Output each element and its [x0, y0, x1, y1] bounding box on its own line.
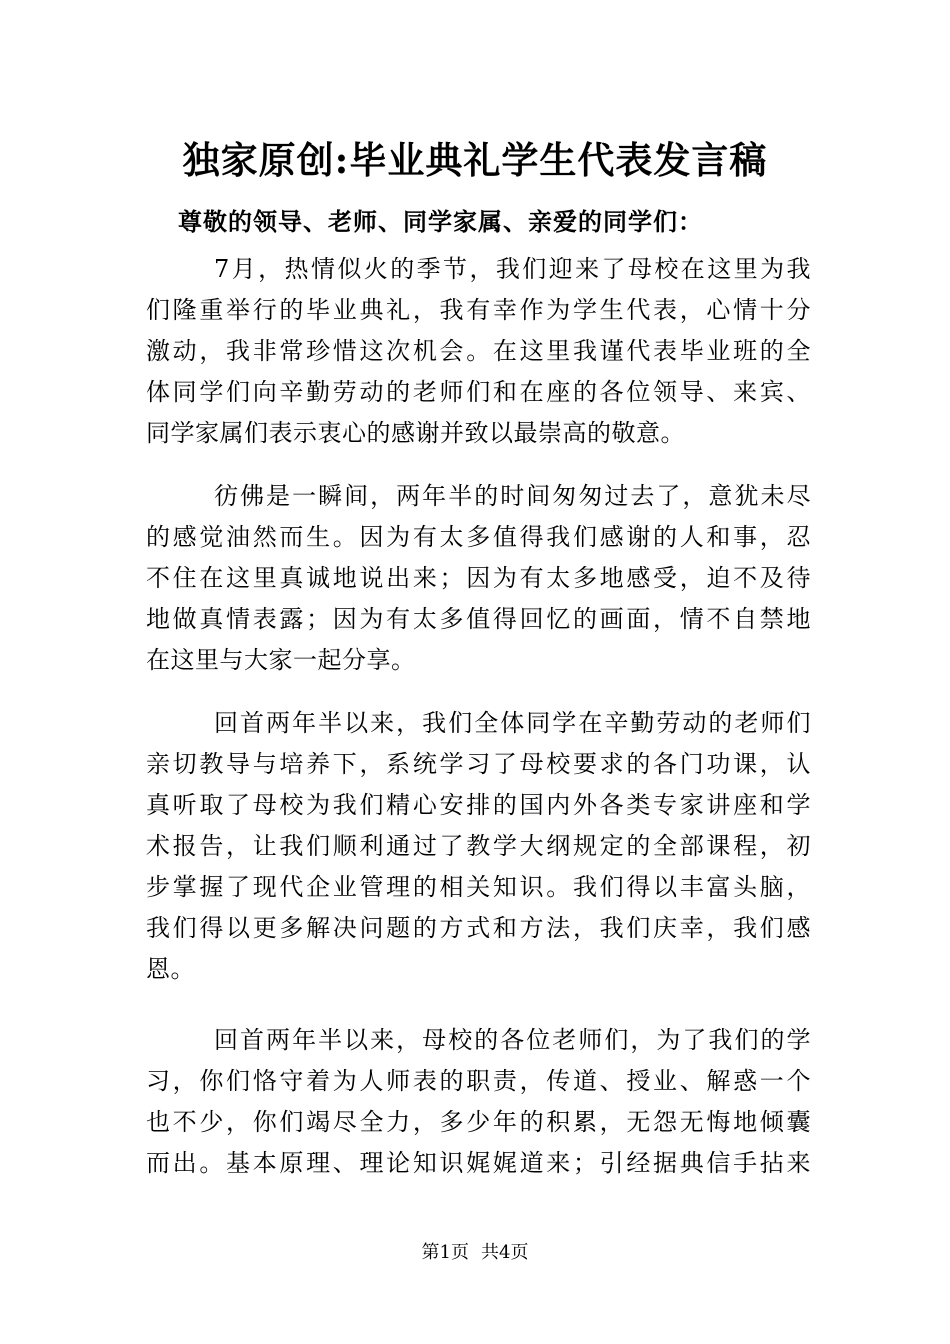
paragraph-2: [146, 476, 811, 681]
document-title: 独家原创:毕业典礼学生代表发言稿: [182, 138, 768, 182]
text-line: 恩。: [146, 955, 195, 983]
text-line: 地做真情表露；因为有太多值得回忆的画面，情不自禁地: [146, 605, 811, 633]
text-line: 而出。基本原理、理论知识娓娓道来；引经据典信手拈来: [146, 1149, 811, 1177]
text-line: 亲切教导与培养下，系统学习了母校要求的各门功课，认: [146, 750, 811, 778]
text-line: 术报告，让我们顺利通过了教学大纲规定的全部课程，初: [146, 832, 811, 860]
text-line: 同学家属们表示衷心的感谢并致以最崇高的敬意。: [146, 419, 685, 447]
text-line: 7月，热情似火的季节，我们迎来了母校在这里为我: [214, 255, 811, 283]
text-line: 彷佛是一瞬间，两年半的时间匆匆过去了，意犹未尽: [214, 482, 811, 510]
text-line: 步掌握了现代企业管理的相关知识。我们得以丰富头脑，: [146, 873, 811, 901]
paragraph-3: [146, 703, 811, 990]
paragraph-4: [146, 1020, 811, 1184]
text-line: 我们得以更多解决问题的方式和方法，我们庆幸，我们感: [146, 914, 811, 942]
text-line: 在这里与大家一起分享。: [146, 646, 416, 674]
text-line: 回首两年半以来，母校的各位老师们，为了我们的学: [214, 1026, 811, 1054]
page-footer: [0, 1240, 950, 1266]
text-line: 也不少，你们竭尽全力，多少年的积累，无怨无悔地倾囊: [146, 1108, 811, 1136]
page-number: 第1页: [421, 1242, 469, 1263]
text-line: 的感觉油然而生。因为有太多值得我们感谢的人和事，忍: [146, 523, 811, 551]
text-line: 体同学们向辛勤劳动的老师们和在座的各位领导、来宾、: [146, 378, 811, 406]
text-line: 们隆重举行的毕业典礼，我有幸作为学生代表，心情十分: [146, 296, 811, 324]
text-line: 习，你们恪守着为人师表的职责，传道、授业、解惑一个: [146, 1067, 811, 1095]
text-line: 不住在这里真诚地说出来；因为有太多地感受，迫不及待: [146, 564, 811, 592]
paragraph-1: [146, 249, 811, 454]
text-line: 真听取了母校为我们精心安排的国内外各类专家讲座和学: [146, 791, 811, 819]
text-line: 激动，我非常珍惜这次机会。在这里我谨代表毕业班的全: [146, 337, 811, 365]
page-total: 共4页: [481, 1242, 529, 1263]
text-line: 回首两年半以来，我们全体同学在辛勤劳动的老师们: [214, 709, 811, 737]
salutation: 尊敬的领导、老师、同学家属、亲爱的同学们：: [178, 208, 703, 236]
